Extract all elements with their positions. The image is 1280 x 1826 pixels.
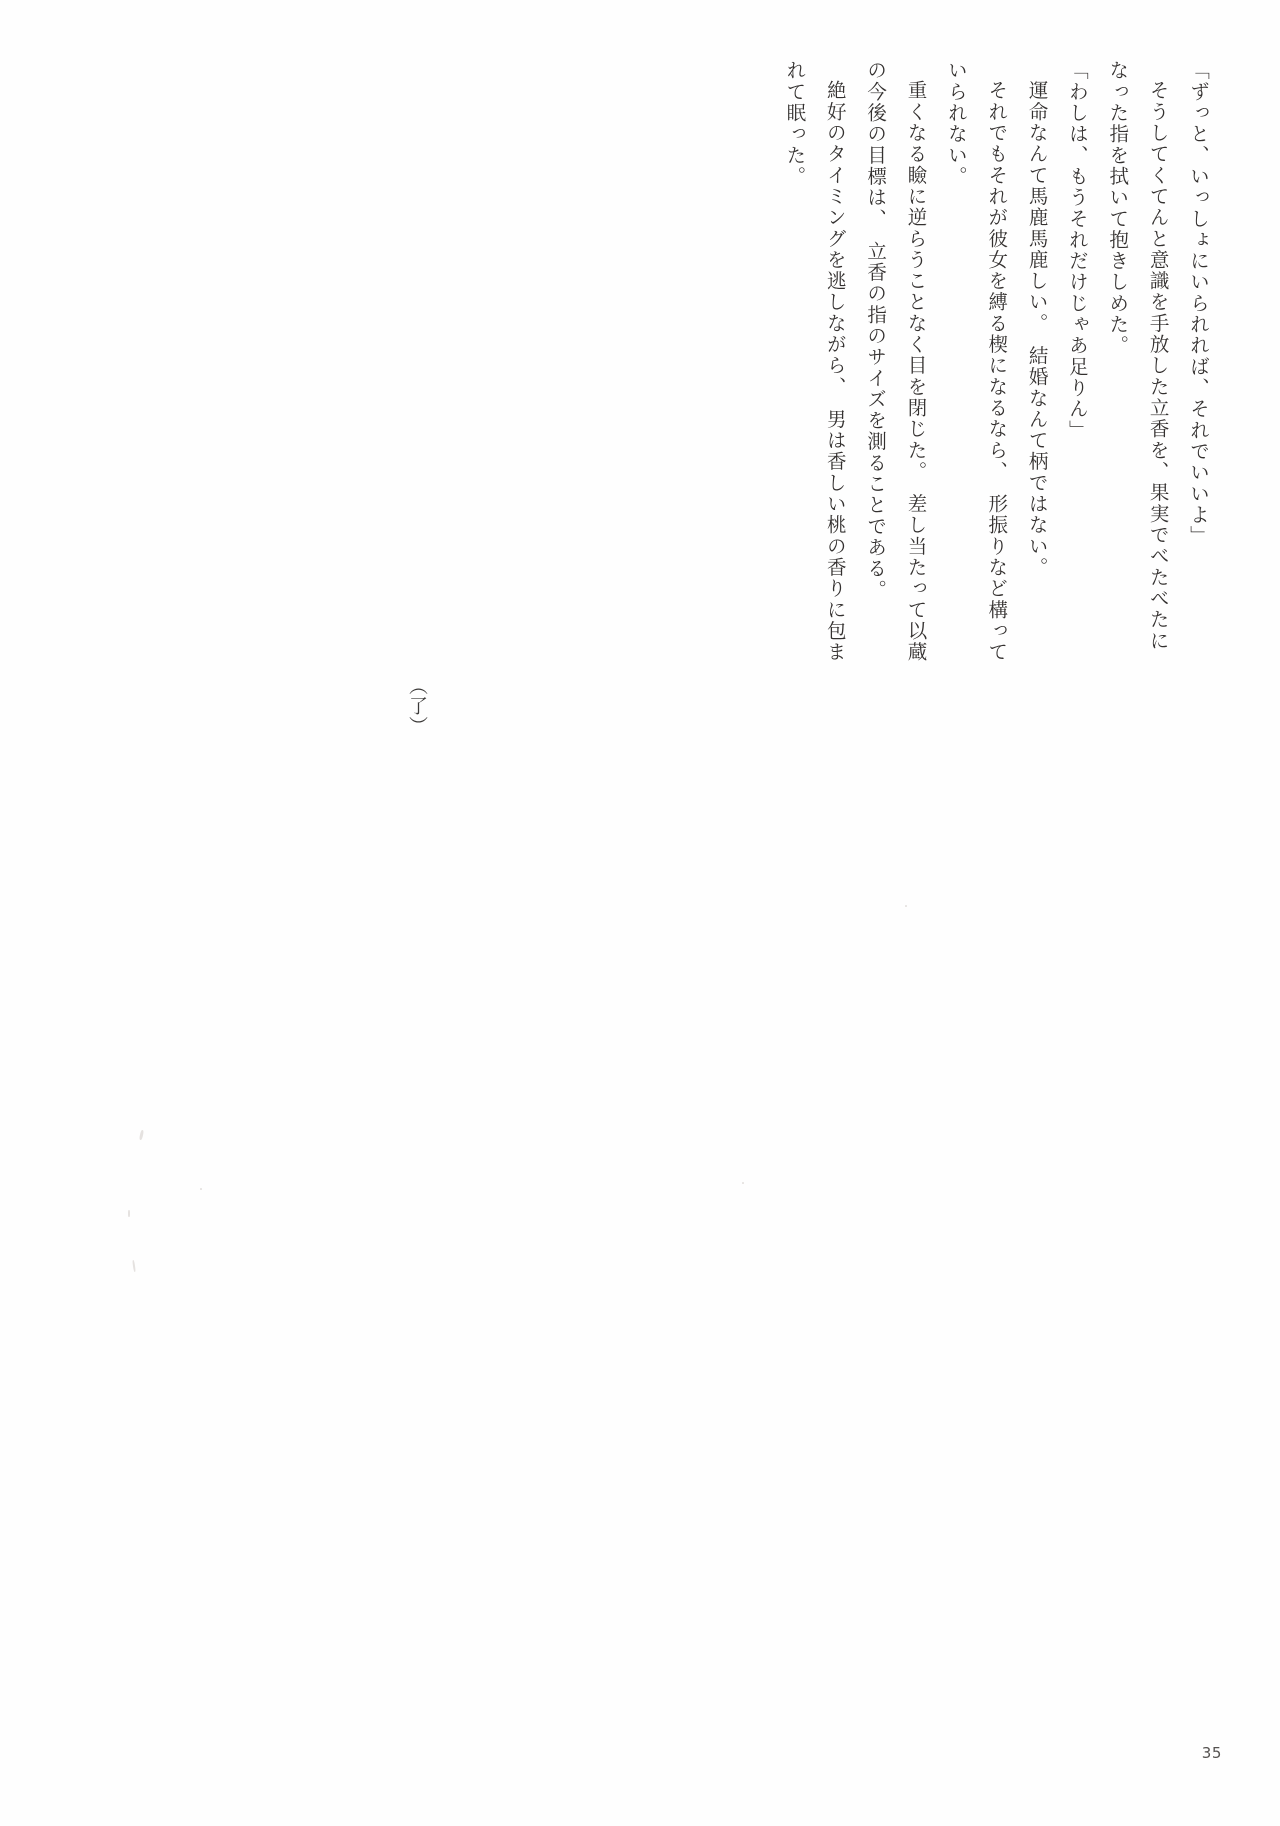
text-line: 「ずっと、いっしょにいられれば、それでいいよ」	[1187, 60, 1210, 547]
scan-speck	[132, 1260, 136, 1272]
text-line: それでもそれが彼女を縛る楔になるなら、 形振りなど構って	[985, 79, 1009, 663]
closing-mark: （了）	[406, 676, 428, 736]
text-line: 運命なんて馬鹿馬鹿しい。 結婚なんて柄ではない。	[1025, 79, 1049, 578]
text-line: 重くなる瞼に逆らうことなく目を閉じた。 差し当たって以蔵	[904, 79, 928, 663]
body-text-vertical	[498, 60, 1218, 760]
page-number: 35	[1201, 1744, 1222, 1762]
scan-speck	[139, 1130, 144, 1140]
text-line: そうしてくてんと意識を手放した立香を、果実でべたべたに	[1146, 79, 1170, 651]
scan-speck	[128, 1210, 130, 1217]
scan-speck	[200, 1188, 202, 1190]
scan-speck	[742, 1182, 744, 1184]
scan-speck	[905, 905, 907, 907]
text-line: の今後の目標は、 立香の指のサイズを測ることである。	[864, 60, 888, 601]
text-line: 絶好のタイミングを逃しながら、 男は香しい桃の香りに包ま	[823, 79, 847, 663]
text-line: 「わしは、もうそれだけじゃあ足りん」	[1065, 60, 1089, 441]
text-line: いられない。	[944, 60, 968, 187]
text-line: れて眠った。	[783, 60, 807, 187]
text-line: なった指を拭いて抱きしめた。	[1106, 60, 1130, 357]
